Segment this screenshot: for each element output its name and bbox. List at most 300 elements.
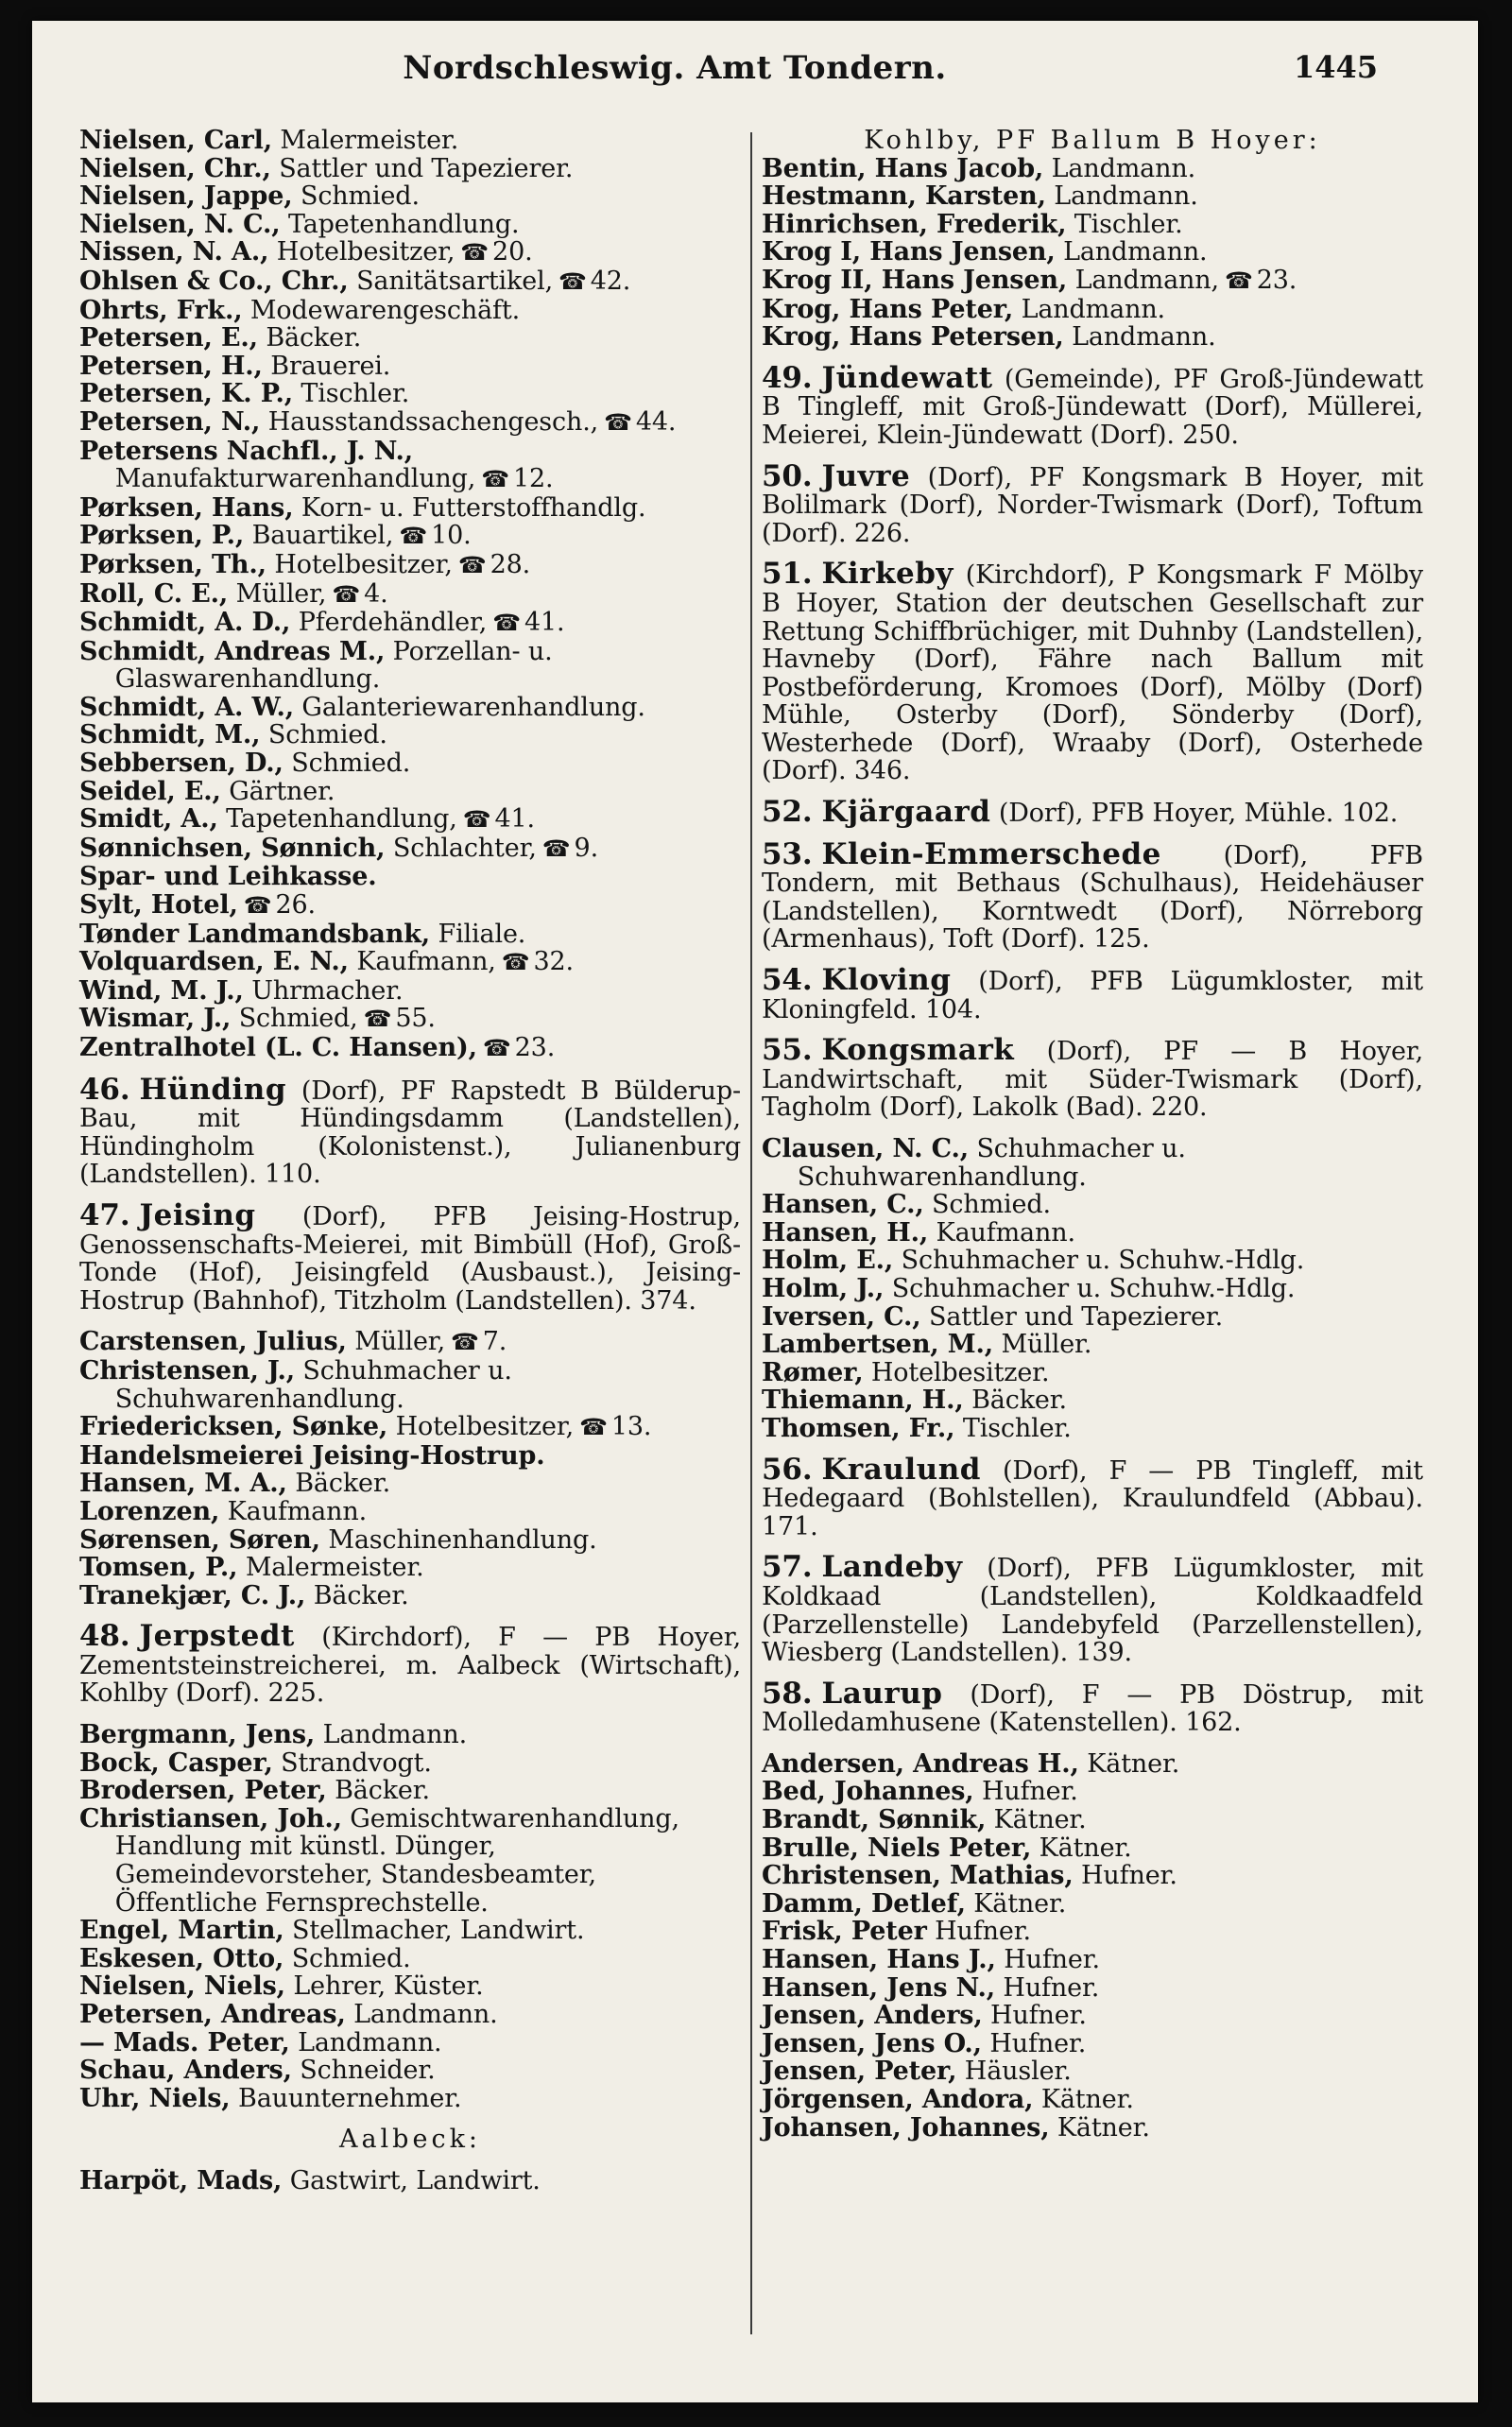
entry-name: Rømer, <box>762 1357 864 1387</box>
directory-entry <box>79 297 741 325</box>
entry-name: Hansen, Jens N., <box>762 1972 995 2003</box>
entry-name: Hansen, H., <box>762 1217 929 1248</box>
entry-description: Landmann. <box>1072 322 1216 353</box>
entry-description: Sanitätsartikel, <box>356 266 553 296</box>
entry-name: Ohrts, Frk., <box>79 295 243 325</box>
entry-number: 49. <box>762 360 813 395</box>
entry-description: Schneider. <box>300 2056 436 2086</box>
directory-entry <box>79 921 741 949</box>
directory-entry <box>79 1526 741 1555</box>
entry-name: Lorenzen, <box>79 1496 220 1526</box>
entry-phone <box>1225 266 1297 295</box>
directory-entry <box>79 1034 741 1063</box>
entry-name: Petersen, N., <box>79 406 261 437</box>
directory-entry <box>79 580 741 610</box>
directory-entry <box>79 1357 741 1413</box>
entry-name: Jörgensen, Andora, <box>762 2085 1034 2114</box>
entry-phone <box>483 1033 555 1062</box>
entry-name: Petersen, Andreas, <box>79 2000 346 2029</box>
entry-name: Christensen, Mathias, <box>762 1861 1074 1891</box>
entry-name: Nielsen, Carl, <box>79 126 272 155</box>
place-description: (Dorf), PFB Lügumkloster, mit Koldkaad (Landstellen), Koldkaadfeld (Parzellenstelle) Landebyfeld (Parzellenstellen), Wiesberg (Landstellen). 139. <box>762 1554 1423 1668</box>
entry-description: Müller, <box>235 578 327 609</box>
entry-description: Tischler. <box>962 1413 1072 1443</box>
entry-description: Schuhmacher u. Schuhw.-Hdlg. <box>901 1246 1305 1276</box>
place-description: (Dorf), F — PB Tingleff, mit Hedegaard (Bohlstellen), Kraulundfeld (Abbau). 171. <box>762 1455 1423 1541</box>
entry-description: Bäcker. <box>266 323 362 353</box>
entry-name: Hansen, M. A., <box>79 1469 287 1499</box>
entry-name: Sørensen, Søren, <box>79 1524 320 1555</box>
page-header <box>32 21 1478 95</box>
entry-name: Engel, Martin, <box>79 1916 284 1946</box>
place-name: Kongsmark <box>821 1033 1015 1068</box>
directory-entry <box>762 267 1423 296</box>
place-description: (Dorf), PFB Tondern, mit Bethaus (Schulhaus), Heidehäuser (Landstellen), Korntwedt (Dorf), Nörreborg (Armenhaus), Toft (Dorf). 125. <box>762 840 1423 955</box>
entry-description: Hufner. <box>935 1917 1031 1947</box>
directory-entry <box>79 438 741 494</box>
entry-number: 52. <box>762 795 813 830</box>
entry-description: Landmann. <box>1051 153 1196 183</box>
phone-number: 23. <box>1256 265 1297 295</box>
directory-page <box>32 21 1478 2402</box>
directory-entry <box>762 2002 1423 2030</box>
directory-entry <box>762 2086 1423 2114</box>
entry-description: Hausstandssachengesch., <box>267 406 599 437</box>
entry-name: Nissen, N. A., <box>79 237 269 267</box>
entry-description: Gärtner. <box>229 776 335 806</box>
directory-entry <box>79 1721 741 1749</box>
entry-name: Nielsen, Jappe, <box>79 181 293 212</box>
entry-description: Hufner. <box>981 1777 1078 1807</box>
place-entry-46 <box>79 1072 742 1190</box>
place-name: Juvre <box>821 458 911 493</box>
directory-entry <box>79 1470 741 1498</box>
directory-entry <box>762 2057 1423 2086</box>
entry-number: 47. <box>79 1197 130 1232</box>
entry-name: Petersen, E., <box>79 323 258 353</box>
entry-description: Porzellan- u. Glaswarenhandlung. <box>114 636 553 695</box>
entry-name: Nielsen, N. C., <box>79 209 281 239</box>
entry-name: Petersens Nachfl., J. N., <box>79 436 414 466</box>
listing-kohlby <box>762 155 1423 352</box>
directory-entry <box>762 1806 1423 1834</box>
place-name: Laurup <box>821 1676 943 1711</box>
entry-name: Iversen, C., <box>762 1301 921 1332</box>
directory-entry <box>79 1005 741 1034</box>
entry-name: Uhr, Niels, <box>79 2083 231 2113</box>
entry-name: Sebbersen, D., <box>79 749 284 779</box>
entry-name: Schmidt, A. W., <box>79 692 294 722</box>
directory-entry <box>79 2029 741 2057</box>
directory-entry <box>762 2030 1423 2058</box>
entry-name: Andersen, Andreas H., <box>762 1748 1079 1779</box>
phone-number: 20. <box>492 237 533 267</box>
entry-phone <box>451 1327 507 1356</box>
entry-name: Schau, Anders, <box>79 2056 292 2086</box>
place-name: Kraulund <box>821 1452 981 1487</box>
entry-name: Bergmann, Jens, <box>79 1720 316 1750</box>
place-name: Kirkeby <box>821 557 954 592</box>
entry-description: Hufner. <box>990 2001 1087 2031</box>
entry-description: Häusler. <box>964 2057 1072 2087</box>
entry-number: 50. <box>762 458 813 493</box>
entry-description: Kätner. <box>1039 1833 1132 1863</box>
phone-number: 41. <box>524 608 565 638</box>
place-entry-56 <box>762 1452 1423 1541</box>
entry-description: Hufner. <box>989 2028 1087 2058</box>
telephone-icon: ☎ <box>451 1329 479 1356</box>
entry-description: Bauunternehmer. <box>238 2083 462 2113</box>
directory-entry <box>79 805 741 835</box>
entry-description: Kätner. <box>1087 1748 1180 1779</box>
left-column <box>79 127 741 2195</box>
entry-name: Carstensen, Julius, <box>79 1327 347 1357</box>
directory-entry <box>762 1890 1423 1919</box>
entry-name: Thomsen, Fr., <box>762 1413 955 1443</box>
directory-entry <box>79 353 741 381</box>
entry-description: Lehrer, Küster. <box>293 1971 484 2002</box>
entry-number: 53. <box>762 836 813 871</box>
entry-description: Kätner. <box>993 1805 1087 1835</box>
entry-description: Bauartikel, <box>251 521 394 551</box>
directory-entry <box>79 1777 741 1805</box>
entry-phone <box>558 267 630 296</box>
entry-name: Pørksen, Th., <box>79 549 266 579</box>
entry-description: Kaufmann. <box>936 1217 1075 1248</box>
entry-number: 57. <box>762 1550 813 1585</box>
telephone-icon: ☎ <box>243 892 272 920</box>
entry-phone <box>332 579 387 609</box>
directory-entry <box>762 1303 1423 1332</box>
entry-description: Landmann, <box>1074 265 1219 295</box>
directory-entry <box>762 1834 1423 1863</box>
entry-description: Tapetenhandlung, <box>226 804 457 835</box>
entry-name: Petersen, K. P., <box>79 379 293 409</box>
telephone-icon: ☎ <box>541 835 571 862</box>
entry-name: Hansen, Hans J., <box>762 1945 996 1975</box>
entry-description: Landmann. <box>353 2000 498 2029</box>
entry-name: Roll, C. E., <box>79 578 229 609</box>
entry-name: Holm, E., <box>762 1246 894 1276</box>
directory-entry <box>79 182 741 211</box>
place-description: (Kirchdorf), P Kongsmark F Mölby B Hoyer, Station der deutschen Gesellschaft zur Rettung Schiffbrüchiger, mit Duhnby (Landstellen), Havneby (Dorf), Fähre nach Ballum mit Postbeförderung, Kromoes (Dorf), Mölby (Dorf) Mühle, Osterby (Dorf), Sönderby (Dorf), Westerhede (Dorf), Wraaby (Dorf), Osterhede (Dorf). 346. <box>762 560 1424 786</box>
entry-name: Handelsmeierei Jeising-Hostrup. <box>79 1440 545 1471</box>
directory-entry <box>762 1135 1423 1191</box>
directory-entry <box>79 1442 741 1471</box>
entry-name: Brulle, Niels Peter, <box>762 1833 1032 1863</box>
entry-name: Nielsen, Chr., <box>79 153 271 183</box>
entry-description: Strandvogt. <box>281 1747 432 1778</box>
directory-entry <box>79 2085 741 2113</box>
entry-description: Hotelbesitzer, <box>276 237 455 267</box>
telephone-icon: ☎ <box>481 466 509 493</box>
directory-entry <box>762 1331 1423 1359</box>
entry-phone <box>399 521 471 550</box>
entry-number: 56. <box>762 1452 813 1487</box>
entry-name: Hestmann, Karsten, <box>762 181 1046 212</box>
directory-entry <box>79 1917 741 1945</box>
entry-phone <box>502 947 574 976</box>
place-name: Jündewatt <box>821 360 993 395</box>
place-entry-47 <box>79 1197 741 1316</box>
entry-description: Schuhmacher u. Schuhwarenhandlung. <box>114 1355 512 1414</box>
telephone-icon: ☎ <box>457 551 487 578</box>
directory-entry <box>762 238 1423 267</box>
directory-entry <box>762 182 1423 211</box>
directory-entry <box>762 1415 1423 1443</box>
place-entry-55 <box>762 1033 1424 1123</box>
entry-description: Bäcker. <box>335 1776 430 1806</box>
entry-name: Holm, J., <box>762 1273 885 1303</box>
entry-name: Eskesen, Otto, <box>79 1943 284 1973</box>
entry-description: Kätner. <box>973 1888 1067 1919</box>
place-name: Hünding <box>139 1072 287 1107</box>
phone-number: 13. <box>610 1412 652 1442</box>
phone-number: 9. <box>574 833 599 863</box>
place-description: (Dorf), PFB Hoyer, Mühle. 102. <box>998 799 1399 829</box>
directory-entry <box>79 551 741 580</box>
entry-name: Petersen, H., <box>79 351 263 381</box>
entry-description: Hotelbesitzer. <box>870 1357 1050 1387</box>
phone-number: 44. <box>635 406 677 437</box>
directory-entry <box>762 2114 1423 2143</box>
directory-entry <box>79 609 741 638</box>
telephone-icon: ☎ <box>501 949 530 976</box>
entry-description: Tischler. <box>1074 209 1183 239</box>
listing-jerpstedt <box>79 1721 741 2112</box>
entry-name: Tranekjær, C. J., <box>79 1580 306 1610</box>
entry-description: Landmann. <box>298 2027 442 2057</box>
directory-entry <box>762 211 1423 239</box>
entry-description: Schuhmacher u. Schuhwarenhandlung. <box>797 1134 1186 1192</box>
entry-description: Tapetenhandlung. <box>287 209 520 239</box>
place-description: (Dorf), PFB Lügumkloster, mit Kloningfeld. 104. <box>762 967 1423 1024</box>
phone-number: 41. <box>494 804 535 835</box>
entry-description: Schmied. <box>291 1943 411 1973</box>
place-entry-49 <box>762 360 1423 450</box>
directory-entry <box>762 1275 1423 1303</box>
entry-description: Bäcker. <box>313 1580 409 1610</box>
entry-number: 58. <box>762 1676 813 1711</box>
place-description: (Dorf), PFB Jeising-Hostrup, Genossenschafts-Meierei, mit Bimbüll (Hof), Groß-Tonde (Hof), Jeisingfeld (Ausbaust.), Jeising-Hostrup (Bahnhof), Titzholm (Landstellen). 374. <box>79 1201 741 1316</box>
directory-entry <box>79 408 741 438</box>
entry-name: Friedericksen, Sønke, <box>79 1412 388 1442</box>
entry-description: Gastwirt, Landwirt. <box>289 2165 541 2195</box>
entry-description: Galanteriewarenhandlung. <box>301 692 645 722</box>
directory-entry <box>762 1974 1423 2003</box>
entry-description: Malermeister. <box>280 126 459 155</box>
place-name: Kjärgaard <box>821 795 991 830</box>
entry-name: Zentralhotel (L. C. Hansen), <box>79 1033 477 1062</box>
place-entry-51 <box>762 557 1424 786</box>
entry-number: 48. <box>79 1619 130 1654</box>
entry-name: Smidt, A., <box>79 804 218 835</box>
directory-entry <box>762 155 1423 183</box>
entry-name: Lambertsen, M., <box>762 1330 994 1360</box>
entry-name: Jensen, Jens O., <box>762 2028 982 2058</box>
entry-phone <box>542 834 598 863</box>
entry-description: Modewarengeschäft. <box>249 295 521 325</box>
entry-name: Christiansen, Joh., <box>79 1803 342 1833</box>
listing-top <box>79 127 741 1063</box>
entry-description: Bäcker. <box>971 1386 1067 1416</box>
telephone-icon: ☎ <box>482 1035 511 1061</box>
directory-entry <box>762 1219 1423 1248</box>
entry-number: 55. <box>762 1033 813 1068</box>
place-entry-57 <box>762 1550 1423 1668</box>
phone-number: 4. <box>364 578 388 609</box>
entry-description: Hotelbesitzer, <box>395 1412 575 1442</box>
place-name: Klein-Emmerschede <box>821 836 1161 871</box>
entry-description: Schmied. <box>267 720 387 750</box>
directory-entry <box>762 1918 1423 1946</box>
entry-name: Jensen, Peter, <box>762 2057 957 2087</box>
entry-description: Sattler und Tapezierer. <box>928 1301 1224 1332</box>
place-description: (Dorf), PF — B Hoyer, Landwirtschaft, mit Süder-Twismark (Dorf), Tagholm (Dorf), Lakolk (Bad). 220. <box>762 1037 1424 1123</box>
telephone-icon: ☎ <box>579 1414 608 1441</box>
directory-entry <box>762 1191 1423 1219</box>
entry-description: Gemischtwarenhandlung, Handlung mit künstl. Dünger, Gemeindevorsteher, Standesbeamter, Öffentliche Fernsprechstelle. <box>114 1803 679 1918</box>
directory-entry <box>79 1972 741 2001</box>
directory-entry <box>79 778 741 806</box>
entry-description: Maschinenhandlung. <box>328 1524 597 1555</box>
entry-name: Johansen, Johannes, <box>762 2112 1050 2143</box>
directory-entry <box>79 863 741 891</box>
directory-entry <box>79 638 741 694</box>
listing-jeising <box>79 1328 741 1609</box>
directory-entry <box>79 977 741 1006</box>
directory-entry <box>79 127 741 155</box>
entry-name: Nielsen, Niels, <box>79 1971 285 2002</box>
entry-name: Bed, Johannes, <box>762 1777 974 1807</box>
entry-description: Landmann. <box>322 1720 468 1750</box>
directory-entry <box>79 238 741 267</box>
entry-name: Harpöt, Mads, <box>79 2165 283 2195</box>
entry-phone <box>458 550 530 579</box>
entry-description: Schmied. <box>300 181 420 212</box>
entry-description: Kätner. <box>1040 2085 1134 2114</box>
entry-description: Filiale. <box>438 919 526 949</box>
entry-description: Korn- u. Futterstoffhandlg. <box>301 492 646 523</box>
telephone-icon: ☎ <box>399 523 428 550</box>
place-name: Kloving <box>821 963 952 998</box>
entry-description: Schuhmacher u. Schuhw.-Hdlg. <box>891 1273 1296 1303</box>
directory-entry <box>79 324 741 353</box>
entry-phone <box>492 608 564 637</box>
phone-number: 28. <box>490 549 531 579</box>
entry-description: Schlachter, <box>392 833 537 863</box>
entry-name: Brodersen, Peter, <box>79 1776 327 1806</box>
right-column <box>762 127 1423 2142</box>
directory-entry <box>762 1247 1423 1275</box>
telephone-icon: ☎ <box>604 408 632 436</box>
entry-description: Kätner. <box>1057 2112 1150 2143</box>
telephone-icon: ☎ <box>1224 267 1253 294</box>
phone-number: 55. <box>395 1004 436 1034</box>
entry-name: Schmidt, M., <box>79 720 261 750</box>
entry-description: Stellmacher, Landwirt. <box>292 1916 585 1946</box>
telephone-icon: ☎ <box>492 610 521 637</box>
telephone-icon: ☎ <box>363 1006 392 1033</box>
aalbeck-heading: Aalbeck: <box>338 2125 482 2155</box>
directory-entry <box>762 1778 1423 1806</box>
entry-name: Krog II, Hans Jensen, <box>762 265 1068 295</box>
entry-name: Spar- und Leihkasse. <box>79 862 377 892</box>
place-name: Landeby <box>821 1550 963 1585</box>
entry-description: Malermeister. <box>245 1553 424 1583</box>
entry-description: Müller, <box>354 1327 446 1357</box>
directory-entry <box>79 1945 741 1973</box>
entry-name: Krog, Hans Peter, <box>762 294 1014 324</box>
entry-name: Krog I, Hans Jensen, <box>762 237 1056 267</box>
entry-name: Seidel, E., <box>79 776 221 806</box>
directory-entry <box>762 323 1423 352</box>
entry-name: Sylt, Hotel, <box>79 890 238 921</box>
directory-entry <box>79 155 741 183</box>
place-description: (Dorf), PF Kongsmark B Hoyer, mit Bolilmark (Dorf), Norder-Twismark (Dorf), Toftum (Dorf). 226. <box>762 462 1424 548</box>
directory-entry <box>79 2057 741 2085</box>
entry-description: Sattler und Tapezierer. <box>279 153 574 183</box>
entry-name: Sønnichsen, Sønnich, <box>79 833 386 863</box>
entry-description: Landmann. <box>1063 237 1208 267</box>
entry-description: Kaufmann. <box>227 1496 368 1526</box>
column-divider <box>750 132 752 2334</box>
entry-name: Bentin, Hans Jacob, <box>762 153 1044 183</box>
telephone-icon: ☎ <box>462 806 491 834</box>
entry-name: Tomsen, P., <box>79 1553 238 1583</box>
phone-number: 26. <box>275 890 316 921</box>
entry-name: Pørksen, Hans, <box>79 492 294 523</box>
directory-entry <box>79 721 741 749</box>
entry-name: Hansen, C., <box>762 1190 924 1220</box>
place-description: (Gemeinde), PF Groß-Jündewatt B Tingleff, mit Groß-Jündewatt (Dorf), Müllerei, Meierei, Klein-Jündewatt (Dorf). 250. <box>762 364 1423 450</box>
entry-name: Brandt, Sønnik, <box>762 1805 987 1835</box>
entry-name: Schmidt, A. D., <box>79 608 291 638</box>
phone-number: 23. <box>514 1033 556 1062</box>
place-name: Jerpstedt <box>139 1619 295 1654</box>
entry-phone <box>364 1004 436 1033</box>
directory-entry <box>762 1750 1423 1779</box>
entry-number: 46. <box>79 1072 130 1107</box>
listing-laurup <box>762 1750 1423 2142</box>
entry-description: Tischler. <box>301 379 410 409</box>
directory-entry <box>79 267 741 297</box>
place-entry-54 <box>762 963 1423 1024</box>
listing-kongsmark <box>762 1135 1423 1443</box>
entry-phone <box>463 804 535 834</box>
directory-entry <box>79 2167 741 2195</box>
phone-number: 32. <box>533 947 574 977</box>
directory-entry <box>762 1862 1423 1890</box>
phone-number: 7. <box>482 1327 507 1357</box>
entry-name: Ohlsen & Co., Chr., <box>79 266 349 296</box>
entry-name: Krog, Hans Petersen, <box>762 322 1064 353</box>
directory-entry <box>762 1946 1423 1974</box>
directory-entry <box>79 494 741 523</box>
directory-entry <box>79 948 741 977</box>
place-description: (Dorf), F — PB Döstrup, mit Molledamhusene (Katenstellen). 162. <box>762 1679 1423 1738</box>
entry-name: Tønder Landmandsbank, <box>79 919 431 949</box>
entry-name: Frisk, Peter <box>762 1917 927 1947</box>
entry-description: Schmied, <box>238 1004 358 1034</box>
directory-entry <box>79 1413 741 1442</box>
entry-name: Bock, Casper, <box>79 1747 273 1778</box>
entry-name: Thiemann, H., <box>762 1386 964 1416</box>
entry-description: Kaufmann, <box>356 947 496 977</box>
directory-entry <box>79 522 741 551</box>
entry-description: Uhrmacher. <box>251 975 404 1006</box>
directory-entry <box>79 1554 741 1582</box>
